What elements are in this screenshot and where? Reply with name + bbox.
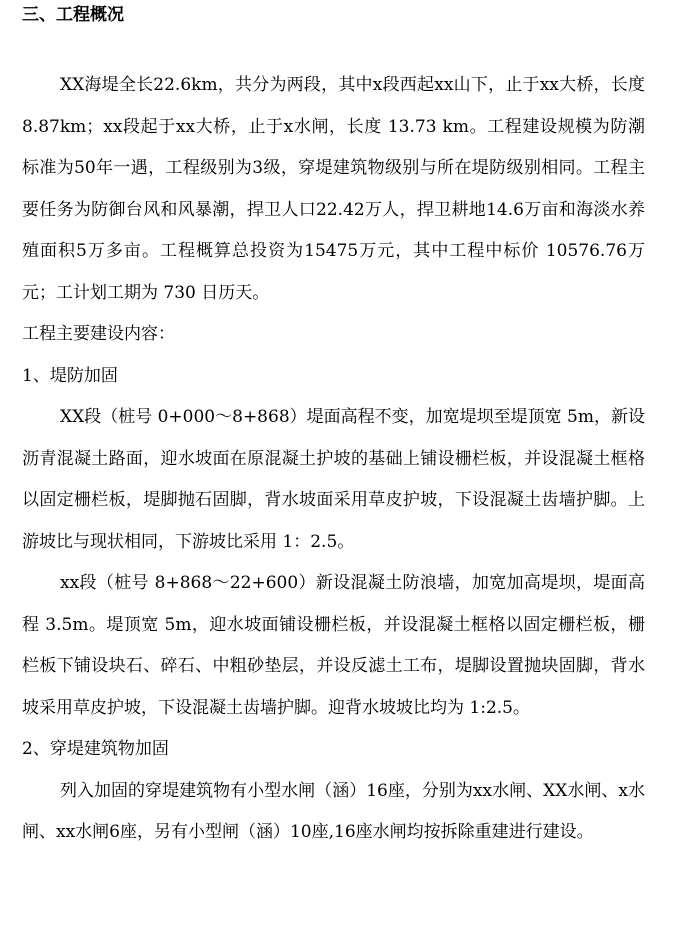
document-page [0, 5, 681, 939]
main-works-label: 工程主要建设内容： [22, 324, 175, 344]
crossing-paragraph: 列入加固的穿堤建筑物有小型水闸（涵）16座，分别为xx水闸、XX水闸、x水闸、xx水闸6座，另有小型闸（涵）10座,16座水闸均按拆除重建进行建设。 [22, 780, 645, 842]
section-title: 三、工程概况 [22, 5, 124, 25]
dike-heading: 1、堤防加固 [22, 365, 118, 386]
dike-paragraph-2: xx段（桩号 8+868～22+600）新设混凝土防浪墙，加宽加高堤坝，堤面高程 3.5m。堤顶宽 5m，迎水坡面铺设栅栏板，并设混凝土框格以固定栅栏板，栅栏板下铺设块石、碎石、中粗砂垫层，并设反滤土工布，堤脚设置抛块固脚，背水坡采用草皮护坡，下设混凝土齿墙护脚。迎背水坡坡比均为 1:2.5。 [22, 573, 645, 718]
overview-paragraph: XX海堤全长22.6km，共分为两段，其中x段西起xx山下，止于xx大桥，长度8.87km；xx段起于xx大桥，止于x水闸，长度 13.73 km。工程建设规模为防潮标准为50年一遇，工程级别为3级，穿堤建筑物级别与所在堤防级别相同。工程主要任务为防御台风和风暴潮，捍卫人口22.42万人，捍卫耕地14.6万亩和海淡水养殖面积5万多亩。工程概算总投资为15475万元，其中工程中标价 10576.76万元；工计划工期为 730 日历天。 [22, 75, 645, 303]
dike-paragraph-1: XX段（桩号 0+000～8+868）堤面高程不变，加宽堤坝至堤顶宽 5m，新设沥青混凝土路面，迎水坡面在原混凝土护坡的基础上铺设栅栏板，并设混凝土框格以固定栅栏板，堤脚抛石固脚，背水坡面采用草皮护坡，下设混凝土齿墙护脚。上游坡比与现状相同，下游坡比采用 1：2.5。 [22, 407, 645, 552]
crossing-heading: 2、穿堤建筑物加固 [22, 739, 169, 759]
